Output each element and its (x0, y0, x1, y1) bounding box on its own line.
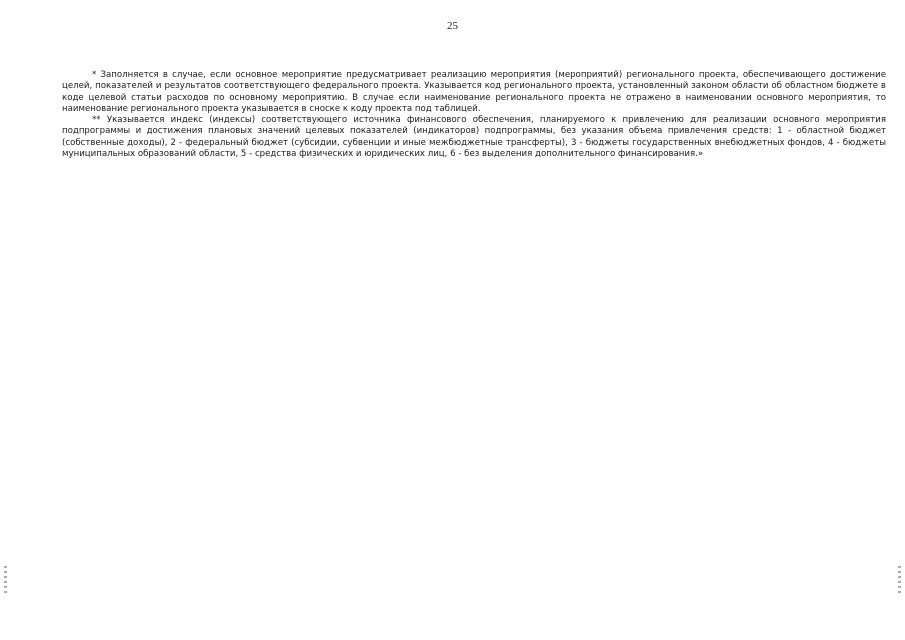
left-edge-mark (4, 566, 7, 594)
right-edge-mark (898, 566, 901, 594)
footnotes-block (62, 70, 886, 160)
page-number: 25 (447, 20, 458, 32)
footnote-regional-project: * Заполняется в случае, если основное мероприятие предусматривает реализацию мероприятия (мероприятий) регионального проекта, обеспечивающего достижение целей, показателей и результатов соответствующего федерального проекта. Указывается код регионального проекта, установленный законом области об областном бюджете в коде целевой статьи расходов по основному мероприятию. В случае если наименование регионального проекта не отражено в наименовании основного мероприятия, то наименование регионального проекта указывается в сноске к коду проекта под таблицей. (62, 70, 886, 114)
footnote-funding-source: ** Указывается индекс (индексы) соответствующего источника финансового обеспечения, планируемого к привлечению для реализации основного мероприятия подпрограммы и достижения плановых значений целевых показателей (индикаторов) подпрограммы, без указания объема привлечения средств: 1 - областной бюджет (собственные доходы), 2 - федеральный бюджет (субсидии, субвенции и иные межбюджетные трансферты), 3 - бюджеты государственных внебюджетных фондов, 4 - бюджеты муниципальных образований области, 5 - средства физических и юридических лиц, 6 - без выделения дополнительного финансирования.» (62, 115, 886, 160)
